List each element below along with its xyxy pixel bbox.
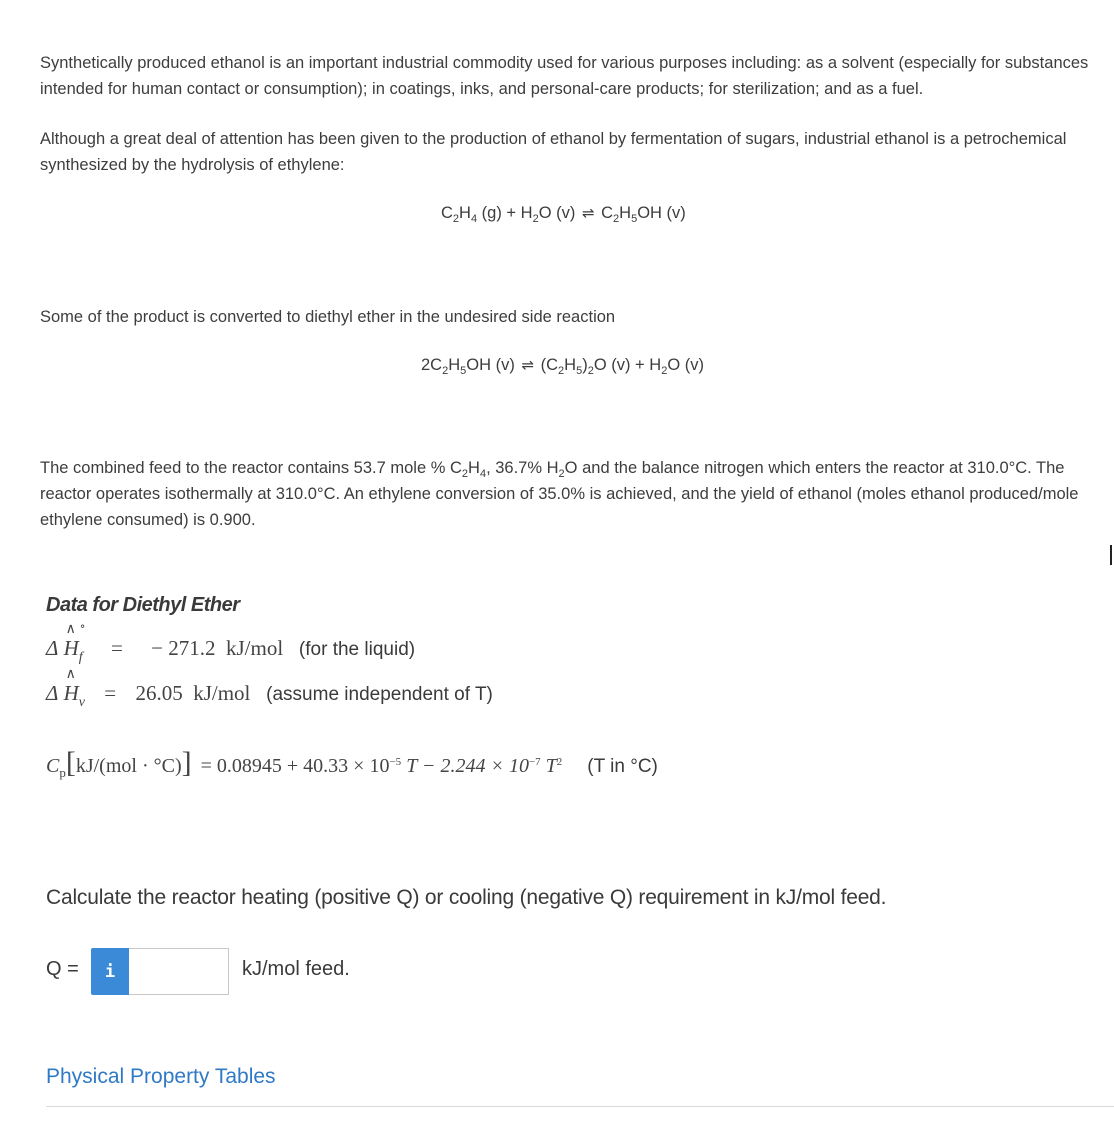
enthalpy-formation-row: Δ ∧ ∘ $H_f$ = − 271.2 kJ/mol (for the liquid) bbox=[46, 619, 416, 665]
answer-unit-label: kJ/mol feed. bbox=[242, 958, 350, 980]
answer-label: Q = bbox=[46, 958, 79, 980]
side-reaction-text: Some of the product is converted to diethyl ether in the undesired side reaction bbox=[40, 308, 616, 326]
data-section-title: Data for Diethyl Ether bbox=[46, 594, 240, 616]
intro-paragraph-2: Although a great deal of attention has been given to the production of ethanol by fermentation of sugars, industrial ethanol is a petrochemical synthesized by the hydrolysis of ethylene: bbox=[40, 130, 1067, 174]
question-text: Calculate the reactor heating (positive Q) or cooling (negative Q) requirement in kJ/mol feed. bbox=[46, 886, 887, 909]
reaction-equation-1: $C_2H_4$ $(g) + H_2O$ (v) ⇌ $C_2H_5OH$ (v) bbox=[441, 204, 686, 225]
heat-capacity-row: $C_p[kJ/(mol \cdot ^\circ C)] = 0.08945 + 40.33 \times 10^{-5}$ $T - 2.244 \times 10^{-7}$ $T^2$ (T in °C) bbox=[46, 746, 658, 780]
divider bbox=[46, 1106, 1114, 1107]
equilibrium-arrows-icon: ⇌ bbox=[521, 357, 535, 374]
enthalpy-vaporization-row: Δ ∧ $H_v = 26.05$ kJ/mol (assume independent of T) bbox=[46, 667, 493, 710]
physical-property-tables-link[interactable]: Physical Property Tables bbox=[46, 1065, 276, 1088]
info-button[interactable]: i bbox=[91, 948, 129, 995]
answer-input[interactable] bbox=[129, 948, 229, 995]
text-cursor bbox=[1110, 545, 1112, 565]
equilibrium-arrows-icon: ⇌ bbox=[581, 205, 595, 222]
intro-paragraph-1: Synthetically produced ethanol is an important industrial commodity used for various purposes including: as a solvent (especially for substances intended for human contact or consumption); in coatings, inks, and personal-care products; for sterilization; and as a fuel. bbox=[40, 54, 1089, 98]
feed-paragraph: The combined feed to the reactor contains 53.7 mole % $C_2H_4$, 36.7% $H_2O$ and the balance nitrogen which enters the reactor at 310.0°C. The reactor operates isothermally at 310.0°C. An ethylene conversion of 35.0% is achieved, and the yield of ethanol (moles ethanol produced/mole ethylene consumed) is 0.900. bbox=[40, 459, 1079, 529]
reaction-equation-2: $2C_2H_5OH$ (v) ⇌ $(C_2H_5)_2O$ $(v) + H_2O$ (v) bbox=[421, 356, 704, 377]
